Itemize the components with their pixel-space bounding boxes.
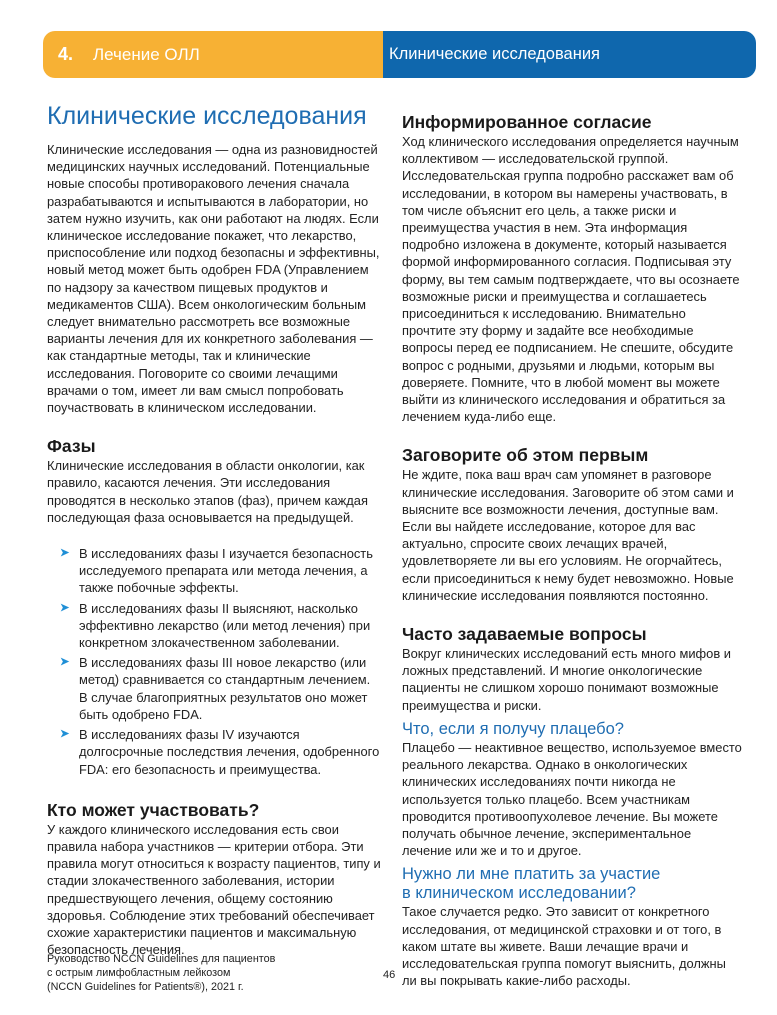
intro-section	[47, 141, 382, 416]
list-item	[47, 545, 382, 597]
footer-line: (NCCN Guidelines for Patients®), 2021 г.	[47, 981, 244, 993]
chevron-right-icon: ➤	[60, 656, 70, 669]
list-item-text: В исследованиях фазы I изучается безопасность исследуемого препарата или метода лечения, а также побочные эффекты.	[79, 546, 373, 596]
placebo-heading: Что, если я получу плацебо?	[402, 719, 624, 738]
chapter-number: 4.	[58, 44, 74, 64]
speak-heading: Заговорите об этом первым	[402, 445, 649, 466]
list-item-text: В исследованиях фазы II выясняют, насколько эффективно лекарство (или метод лечения) при конкретном злокачественном заболевании.	[79, 600, 371, 651]
section-tab[interactable]	[383, 31, 756, 78]
footer-line: с острым лимфобластным лейкозом	[47, 967, 231, 979]
who-paragraph: У каждого клинического исследования есть свои правила набора участников — критерии отбора. Эти правила могут относиться к возрасту пациентов, типу и стадии злокачественного заболевания, истории предшествующего лечения, общему состоянию здоровья. Соблюдение этих требований обеспечивает схожие характеристики пациентов и максимальную безопасность лечения.	[47, 821, 381, 958]
chevron-right-icon: ➤	[60, 547, 70, 560]
pay-heading-line1: Нужно ли мне платить за участие	[402, 865, 661, 884]
chapter-header	[43, 31, 756, 78]
consent-heading: Информированное согласие	[402, 112, 652, 132]
speak-paragraph: Не ждите, пока ваш врач сам упомянет в разговоре клинические исследования. Заговорите об этом сами и выясните все возможности лечения, доступные вам. Если вы найдете исследование, которое для вас актуально, спросите своих лечащих врачей, удовлетворяете ли вы его условиям. Не огорчайтесь, если присоединиться к нему будет невозможно. Новые клинические исследования появляются постоянно.	[402, 467, 734, 603]
pay-heading-line2: в клиническом исследовании?	[402, 884, 636, 903]
placebo-paragraph: Плацебо — неактивное вещество, используемое вместо реального лекарства. Однако в онкологических клинических исследованиях почти никогда не используется только плацебо. Всем участникам проводится противоопухолевое лечение. Вы можете получать обычное лечение, экспериментальное лечение или же и то и другое.	[402, 739, 742, 859]
pay-heading	[402, 865, 742, 903]
placebo-section	[402, 720, 742, 859]
list-item-text: В исследованиях фазы III новое лекарство (или метод) сравнивается со стандартным лечением. В случае благоприятных результатов оно может быть одобрено FDA.	[79, 655, 371, 722]
pay-section	[402, 865, 742, 989]
page-number: 46	[383, 969, 396, 981]
chevron-right-icon: ➤	[60, 601, 70, 614]
phases-section	[47, 436, 382, 777]
phases-paragraph: Клинические исследования в области онкологии, как правило, касаются лечения. Эти исследования проводятся в несколько этапов (фаз), причем каждая последующая фаза основывается на предыдущей.	[47, 458, 368, 525]
footer-line: Руководство NCCN Guidelines для пациентов	[47, 953, 276, 965]
right-column	[402, 101, 742, 1009]
chapter-title: Лечение ОЛЛ	[93, 44, 200, 64]
intro-paragraph: Клинические исследования — одна из разновидностей медицинских научных исследований. Потенциальные новые способы противоракового лечения сначала разрабатываются и испытываются в лаборатории, но затем нужно изучить, как они работают на людях. Если клиническое исследование покажет, что лекарство, приспособление или подход безопасны и эффективны, новый метод может быть одобрен FDA (Управлением по надзору за качеством пищевых продуктов и медикаментов США). Всем онкологическим больным следует внимательно рассмотреть все возможные варианты лечения для их конкретного заболевания — как стандартные методы, так и клинические исследования. Поговорите со своими лечащими врачами о том, имеет ли вам смысл попробовать поучаствовать в клиническом исследовании.	[47, 142, 380, 416]
page-title: Клинические исследования	[47, 102, 367, 130]
chevron-right-icon: ➤	[60, 728, 70, 741]
phases-heading: Фазы	[47, 436, 96, 457]
speak-section	[402, 445, 742, 604]
section-title: Клинические исследования	[389, 45, 600, 63]
who-heading: Кто может участвовать?	[47, 799, 260, 820]
pay-paragraph: Такое случается редко. Это зависит от конкретного исследования, от медицинской страховки и от того, в каком штате вы живете. Ваши лечащие врачи и исследовательская группа помогут выяснить, должны ли вы покрывать какие-либо расходы.	[402, 904, 726, 989]
consent-section	[402, 112, 742, 425]
faq-heading: Часто задаваемые вопросы	[402, 624, 647, 645]
list-item-text: В исследованиях фазы IV изучаются долгосрочные последствия лечения, одобренного FDA: его безопасность и преимущества.	[79, 727, 380, 777]
faq-paragraph: Вокруг клинических исследований есть много мифов и ложных представлений. И многие онкологические пациенты не слишком хорошо понимают возможные преимущества и риски.	[402, 646, 731, 713]
footer-citation	[47, 952, 275, 994]
faq-section	[402, 624, 742, 714]
consent-paragraph: Ход клинического исследования определяется научным коллективом — исследовательской группой. Исследовательская группа подробно расскажет вам об исследовании, в котором вы намерены участвовать, в том числе объяснит его цель, а также риски и преимущества участия в нем. Эта информация подробно изложена в документе, который называется формой информированного согласия. Подписывая эту форму, вы тем самым подтверждаете, что вы осознаете возможные риски и преимущества и соглашаетесь присоединиться к исследованию. Внимательно прочтите эту форму и задайте все необходимые вопросы перед ее подписанием. Не спешите, обсудите вопрос с родными, друзьями и людьми, которым вы доверяете. Помните, что в любой момент вы можете выйти из клинического исследования и обратиться за лечением куда-либо еще.	[402, 134, 740, 425]
who-section	[47, 800, 382, 959]
chapter-tab[interactable]	[43, 31, 383, 78]
list-item	[47, 726, 382, 778]
phases-list	[47, 545, 382, 778]
left-column	[47, 101, 382, 978]
list-item	[47, 654, 382, 723]
list-item	[47, 600, 382, 652]
